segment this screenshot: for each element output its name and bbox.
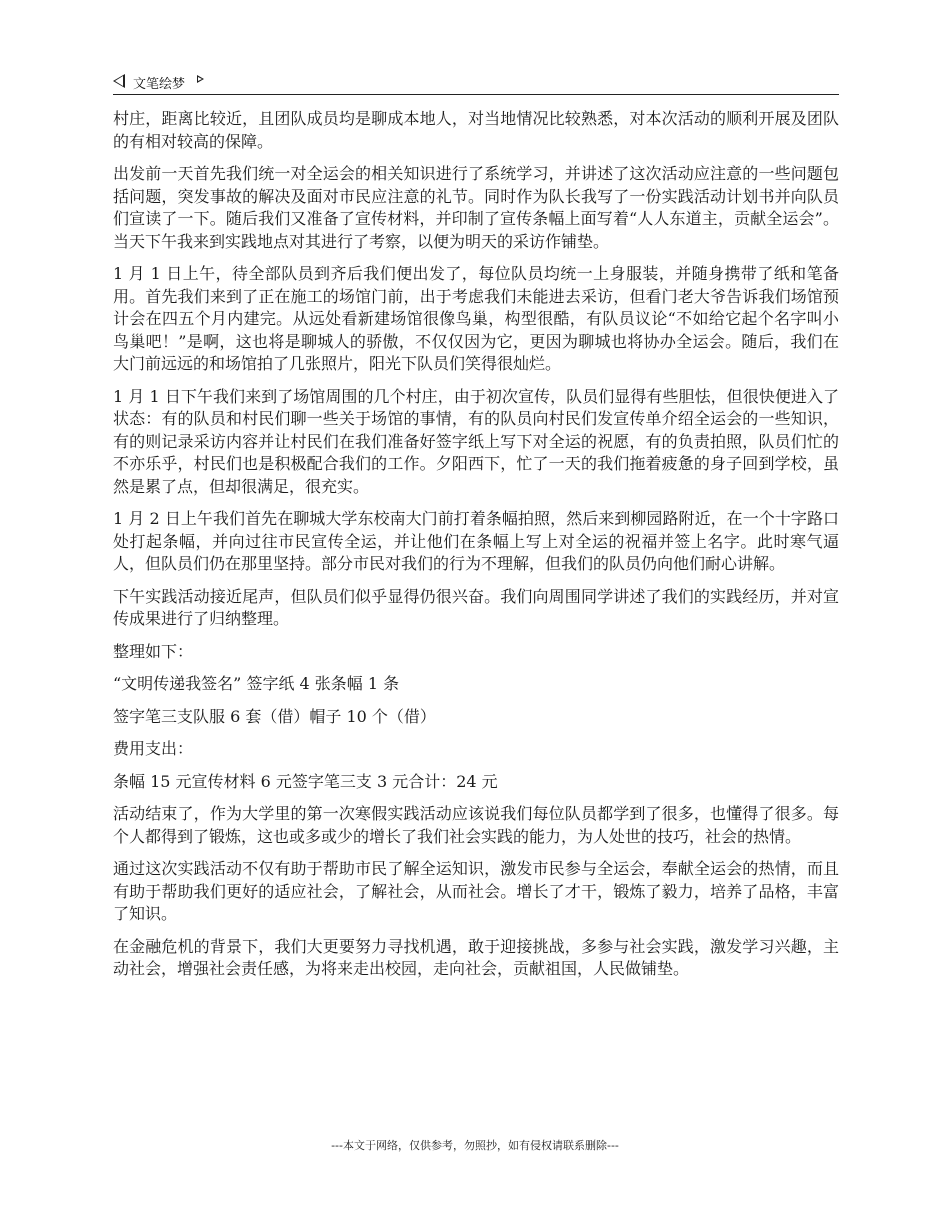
paragraph: 1 月 1 日上午，待全部队员到齐后我们便出发了，每位队员均统一上身服装，并随身携带了纸和笔备用。首先我们来到了正在施工的场馆门前，出于考虑我们未能进去采访，但看门老大爷告诉我们场馆预计会在四五个月内建完。从远处看新建场馆很像鸟巢，构型很酷，有队员议论“不如给它起个名字叫小鸟巢吧！”是啊，这也将是聊城人的骄傲，不仅仅因为它，更因为聊城也将协办全运会。随后，我们在大门前远远的和场馆拍了几张照片，阳光下队员们笑得很灿烂。: [113, 264, 839, 373]
paragraph: 下午实践活动接近尾声，但队员们似乎显得仍很兴奋。我们向周围同学讲述了我们的实践经历，并对宣传成果进行了归纳整理。: [113, 586, 839, 628]
back-arrow-icon[interactable]: [113, 74, 125, 88]
paragraph: 签字笔三支队服 6 套（借）帽子 10 个（借）: [113, 706, 436, 726]
document-body: [113, 108, 839, 991]
page-header: [113, 70, 839, 95]
paragraph: 1 月 2 日上午我们首先在聊城大学东校南大门前打着条幅拍照，然后来到柳园路附近，在一个十字路口处打起条幅，并向过往市民宣传全运，并让他们在条幅上写上对全运的祝福并签上名字。此时寒气逼人，但队员们仍在那里坚持。部分市民对我们的行为不理解，但我们的队员仍向他们耐心讲解。: [113, 509, 839, 573]
paragraph: 在金融危机的背景下，我们大更要努力寻找机遇，敢于迎接挑战，多参与社会实践，激发学习兴趣，主动社会，增强社会责任感，为将来走出校园，走向社会，贡献祖国，人民做铺垫。: [113, 936, 839, 978]
paragraph: 条幅 15 元宣传材料 6 元签字笔三支 3 元合计：24 元: [113, 771, 498, 791]
paragraph: “文明传递我签名” 签字纸 4 张条幅 1 条: [113, 674, 400, 693]
paragraph: 整理如下：: [113, 641, 194, 661]
forward-arrow-icon[interactable]: [197, 75, 204, 83]
paragraph: 通过这次实践活动不仅有助于帮助市民了解全运知识，激发市民参与全运会，奉献全运会的热情，而且有助于帮助我们更好的适应社会，了解社会，从而社会。增长了才干，锻炼了毅力，培养了品格，丰富了知识。: [113, 859, 839, 923]
paragraph: 村庄，距离比较近，且团队成员均是聊成本地人，对当地情况比较熟悉，对本次活动的顺利开展及团队的有相对较高的保障。: [113, 109, 839, 151]
header-title: 文笔绘梦: [133, 76, 186, 92]
paragraph: 出发前一天首先我们统一对全运会的相关知识进行了系统学习，并讲述了这次活动应注意的一些问题包括问题，突发事故的解决及面对市民应注意的礼节。同时作为队长我写了一份实践活动计划书并向队员们宣读了一下。随后我们又准备了宣传材料，并印制了宣传条幅上面写着“人人东道主，贡献全运会”。当天下午我来到实践地点对其进行了考察，以便为明天的采访作铺垫。: [113, 164, 839, 251]
footer-disclaimer: ---本文于网络，仅供参考，勿照抄，如有侵权请联系删除---: [331, 1139, 619, 1152]
paragraph: 活动结束了，作为大学里的第一次寒假实践活动应该说我们每位队员都学到了很多，也懂得了很多。每个人都得到了锻炼，这也或多或少的增长了我们社会实践的能力，为人处世的技巧，社会的热情。: [113, 804, 839, 846]
paragraph: 1 月 1 日下午我们来到了场馆周围的几个村庄，由于初次宣传，队员们显得有些胆怯，但很快便进入了状态：有的队员和村民们聊一些关于场馆的事情，有的队员向村民们发宣传单介绍全运会的一些知识，有的则记录采访内容并让村民们在我们准备好签字纸上写下对全运的祝愿，有的负责拍照，队员们忙的不亦乐乎，村民们也是积极配合我们的工作。夕阳西下，忙了一天的我们拖着疲惫的身子回到学校，虽然是累了点，但却很满足，很充实。: [113, 386, 839, 496]
paragraph: 费用支出：: [113, 739, 194, 758]
